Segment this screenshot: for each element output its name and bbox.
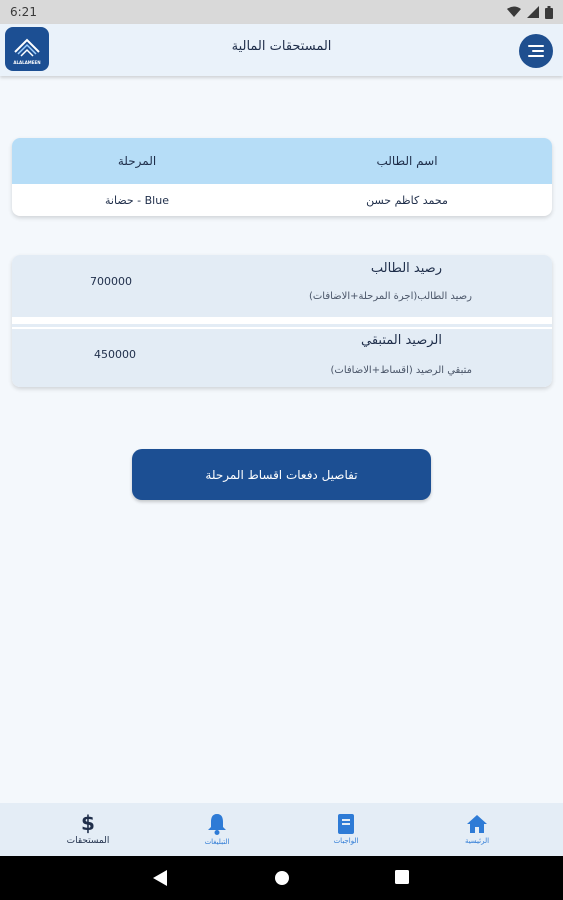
- nav-dues[interactable]: [55, 803, 121, 856]
- bell-icon: [207, 813, 227, 835]
- status-time: 6:21: [10, 5, 37, 19]
- menu-button[interactable]: [519, 34, 553, 68]
- nav-notifications-label: التبليغات: [204, 838, 230, 846]
- remaining-balance-subtitle: متبقي الرصيد (اقساط+الاضافات): [330, 365, 472, 376]
- logo-text: ALALAMEEN: [13, 59, 41, 65]
- nav-homework-label: الواجبات: [333, 837, 359, 845]
- stage-header: المرحلة: [117, 154, 157, 168]
- back-icon[interactable]: [153, 870, 167, 886]
- status-bar: [0, 0, 563, 24]
- stage-value: حضانة - Blue: [105, 193, 169, 207]
- book-icon: [338, 814, 354, 834]
- remaining-balance-block: [12, 329, 552, 387]
- bottom-nav: [0, 803, 563, 856]
- student-table-row: [12, 184, 552, 216]
- app-bar: [0, 24, 563, 76]
- student-balance-block: [12, 255, 552, 317]
- system-navigation-bar: [0, 856, 563, 900]
- student-table-header: [12, 138, 552, 184]
- menu-icon: [528, 45, 544, 57]
- remaining-balance-value: 450000: [94, 348, 136, 361]
- nav-dues-label: المستحقات: [66, 836, 110, 846]
- student-info-card: [12, 138, 552, 216]
- student-balance-title: رصيد الطالب: [370, 261, 442, 276]
- dollar-icon: $: [81, 811, 95, 835]
- home-icon: [466, 814, 488, 834]
- wifi-icon: [507, 6, 521, 18]
- page-title: المستحقات المالية: [231, 39, 332, 54]
- remaining-balance-title: الرصيد المتبقي: [360, 333, 442, 348]
- student-name-header: اسم الطالب: [376, 154, 438, 168]
- student-balance-value: 700000: [90, 275, 132, 288]
- battery-icon: [545, 6, 553, 19]
- recents-icon[interactable]: [395, 870, 409, 884]
- nav-home-label: الرئيسية: [464, 837, 490, 845]
- student-name-value: محمد كاظم حسن: [366, 193, 448, 207]
- student-balance-subtitle: رصيد الطالب(اجرة المرحلة+الاضافات): [308, 291, 472, 302]
- balance-card: [12, 255, 552, 387]
- signal-icon: [527, 6, 539, 18]
- nav-home[interactable]: [449, 803, 505, 856]
- status-icons: [507, 6, 553, 19]
- home-circle-icon[interactable]: [274, 870, 290, 886]
- balance-divider: [12, 324, 552, 327]
- installments-details-button[interactable]: تفاصيل دفعات اقساط المرحلة: [132, 449, 431, 500]
- nav-homework[interactable]: [318, 803, 374, 856]
- nav-notifications[interactable]: [189, 803, 245, 856]
